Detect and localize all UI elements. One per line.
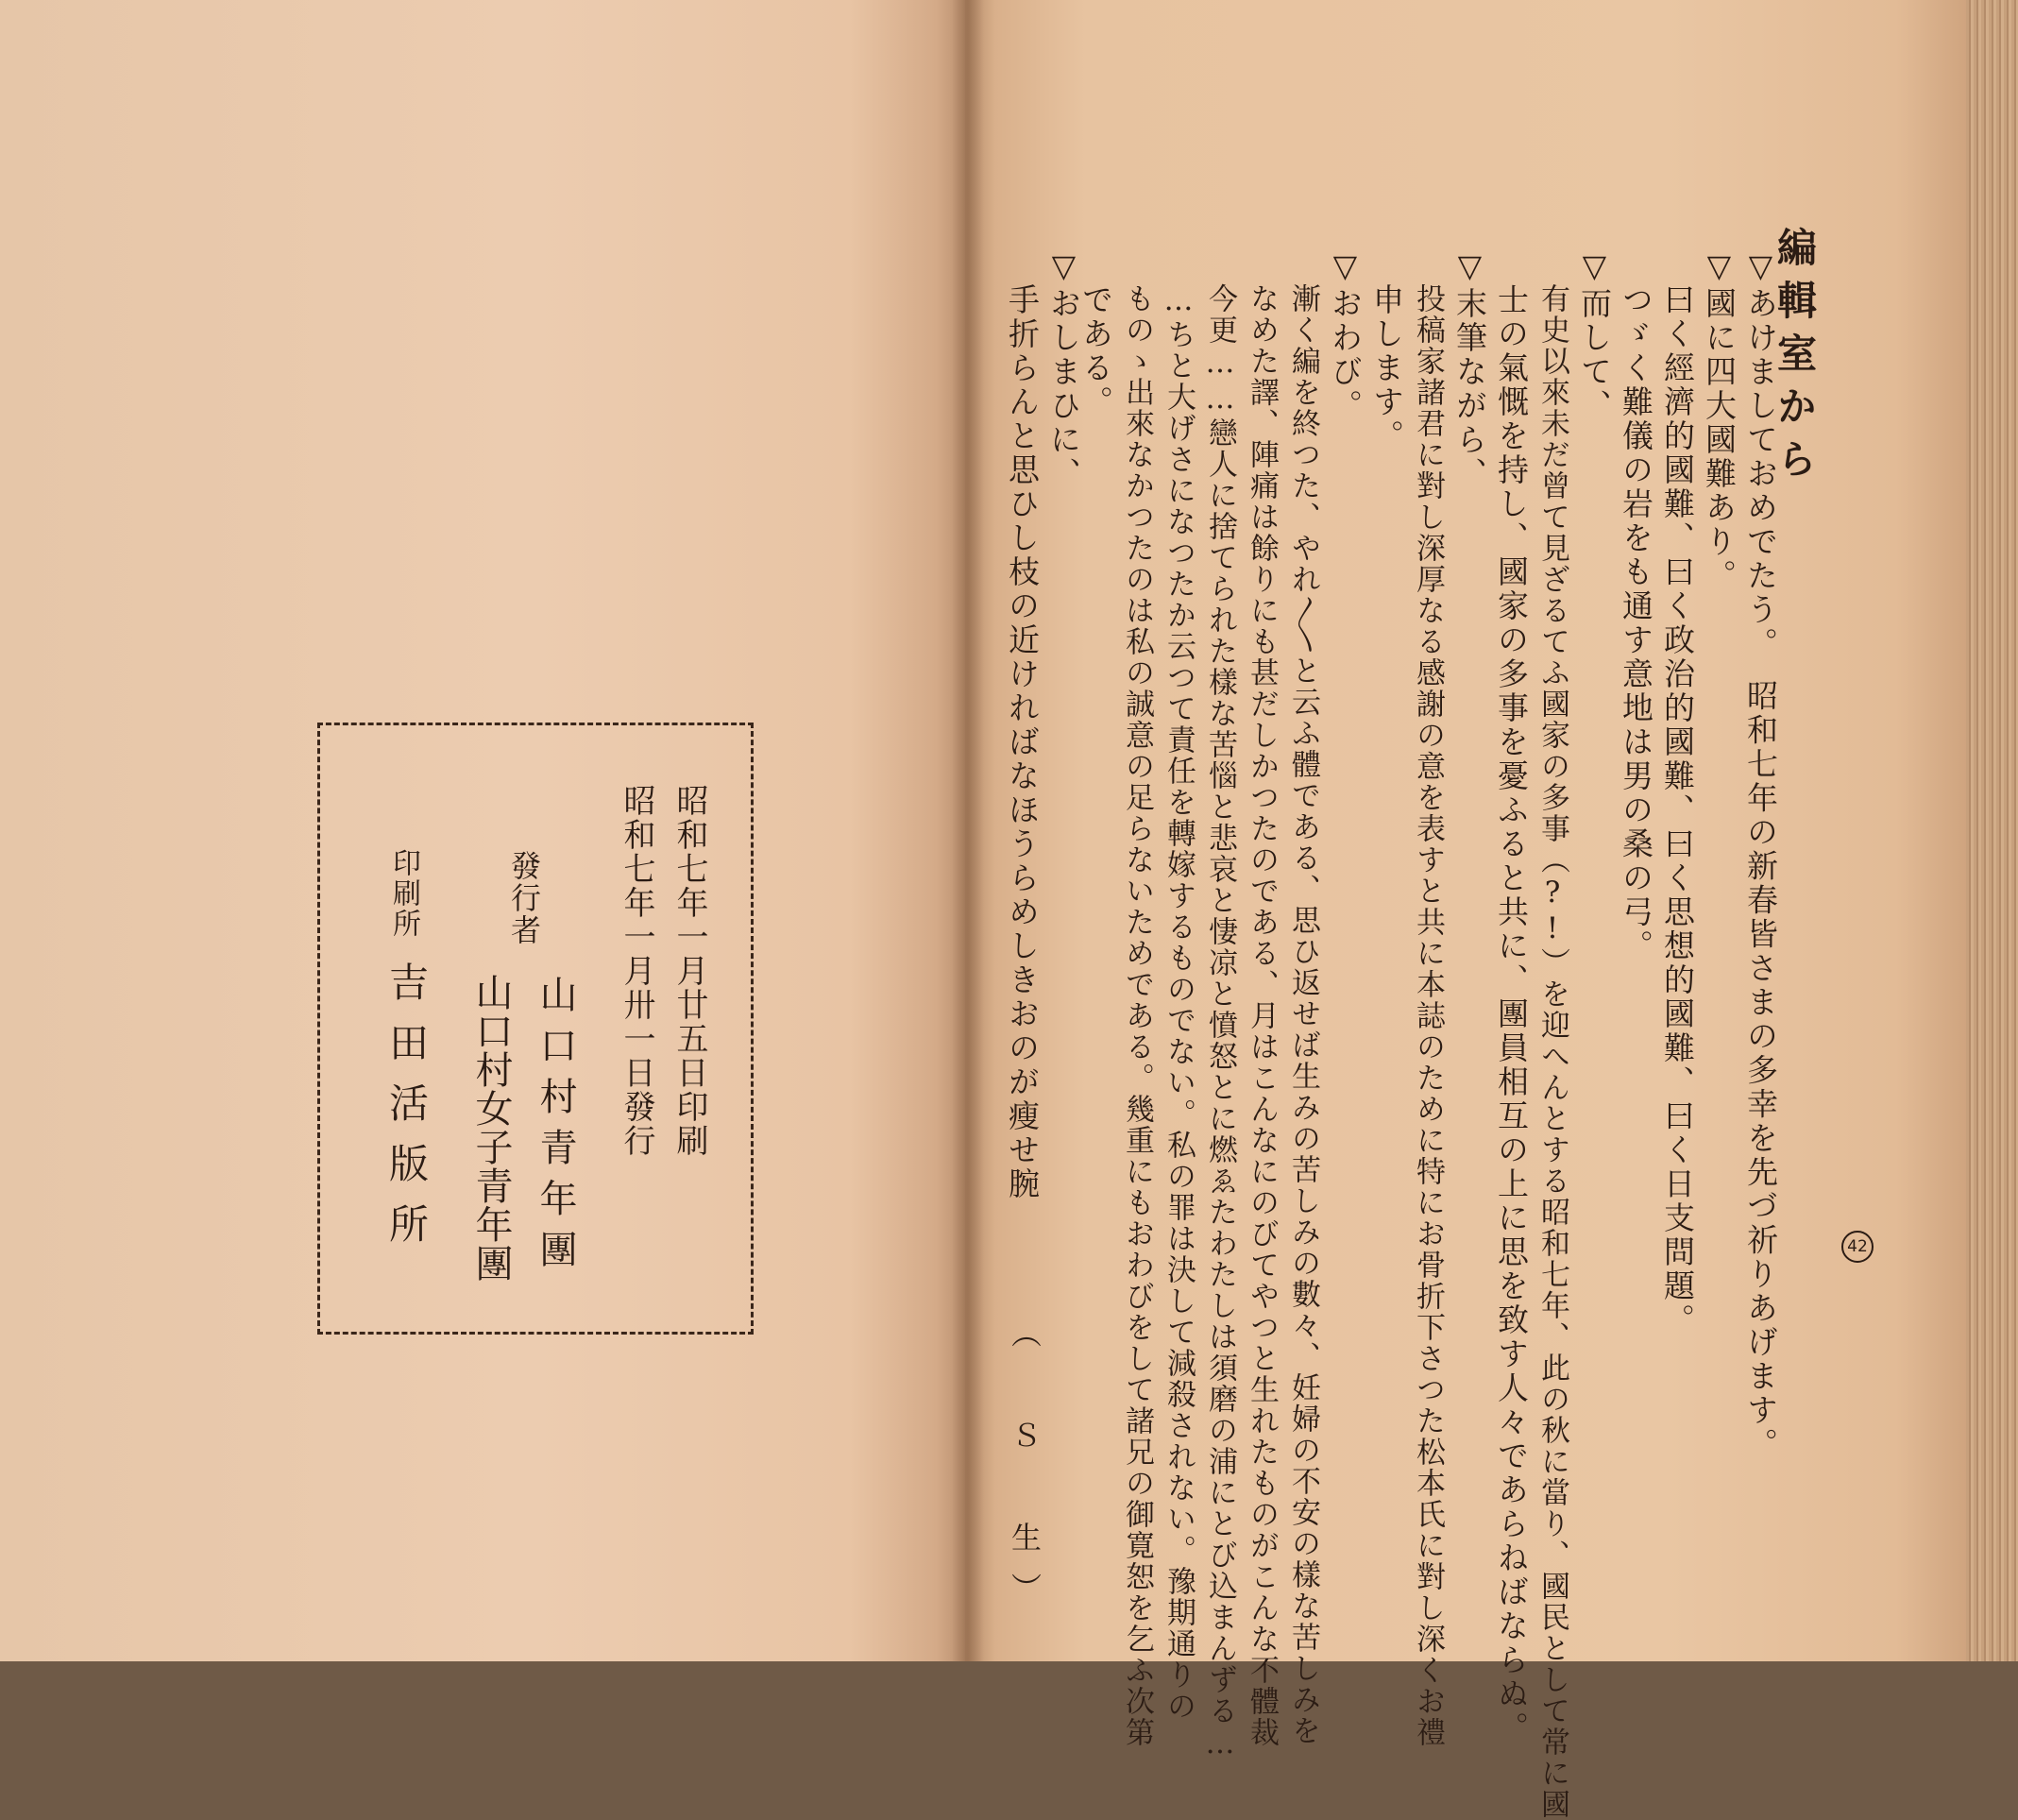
editorial-line-14: 今更……戀人に捨てられた樣な苦惱と悲哀と悽凉と憤怒とに燃ゑたわたしは須磨の浦にとび込まんずる… [1203, 283, 1237, 1762]
editorial-line-6: 有史以來未だ曾て見ざるてふ國家の多事（?!）を迎へんとする昭和七年、此の秋に當り、國民として常に國 [1535, 283, 1569, 1820]
editorial-line-17: である。 [1077, 283, 1114, 419]
editorial-line-16: ものゝ出來なかつたのは私の誠意の足らないためである。幾重にもおわびをして諸兄の御寛恕を乞ふ次第 [1120, 283, 1154, 1748]
editorial-line-15: …ちと大げさになつたか云つて責任を轉嫁するものでない。私の罪は決して減殺されない。豫期通りの [1162, 283, 1196, 1722]
editorial-line-18: ▽おしまひに、 [1045, 247, 1082, 491]
editorial-title: 編輯室から [1772, 227, 1818, 491]
editorial-line-9: 投稿家諸君に對し深厚なる感謝の意を表すと共に本誌のために特にお骨折下さつた松本氏に對し深くお禮 [1411, 283, 1445, 1748]
editorial-line-13: なめた譯、陣痛は餘りにも甚だしかつたのである、月はこんなにのびてやつと生れたものがこんな不體裁 [1245, 283, 1279, 1748]
editorial-line-8: ▽末筆ながら、 [1451, 247, 1488, 491]
editorial-line-4: つゞく難儀の岩をも通す意地は男の桑の弓。 [1618, 283, 1654, 963]
editorial-line-19: 手折らんと思ひし枝の近ければなほうらめしきおのが瘦せ腕 [1004, 283, 1041, 1201]
editorial-line-11: ▽おわび。 [1327, 247, 1364, 423]
editorial-line-10: 申します。 [1368, 283, 1405, 453]
editorial-line-5: ▽而して、 [1576, 247, 1613, 423]
colophon-issue-date: 昭和七年一月卅一日發行 [618, 784, 655, 1158]
page-edges [1966, 0, 2018, 1661]
colophon-publisher-label: 發行者 [506, 850, 542, 946]
editorial-line-1: ▽あけましておめでたう。 昭和七年の新春皆さまの多幸を先づ祈りあげます。 [1742, 247, 1779, 1462]
colophon-printer-label: 印刷所 [387, 848, 420, 939]
colophon-publisher-name-2: 山口村女子青年團 [469, 973, 513, 1283]
colophon-printer-name: 吉田活版所 [383, 961, 430, 1264]
page-number: 42 [1841, 1231, 1874, 1263]
colophon-publisher-name-1: 山口村青年團 [534, 975, 577, 1281]
editorial-signature: （ Ｓ 生） [1007, 1318, 1043, 1624]
editorial-line-7: 士の氣慨を持し、國家の多事を憂ふると共に、團員相互の上に思を致す人々であらねばならぬ。 [1493, 283, 1530, 1745]
editorial-line-2: ▽國に四大國難あり。 [1701, 247, 1738, 593]
editorial-line-12: 漸く編を終つた、やれ〳〵と云ふ體である、思ひ返せば生みの苦しみの數々、妊婦の不安の樣な苦しみを [1286, 283, 1320, 1746]
colophon-print-date: 昭和七年一月廿五日印刷 [670, 784, 708, 1158]
editorial-line-3: 曰く經濟的國難、曰く政治的國難、曰く思想的國難、曰く日支問題。 [1659, 283, 1696, 1337]
book-gutter [952, 0, 984, 1661]
